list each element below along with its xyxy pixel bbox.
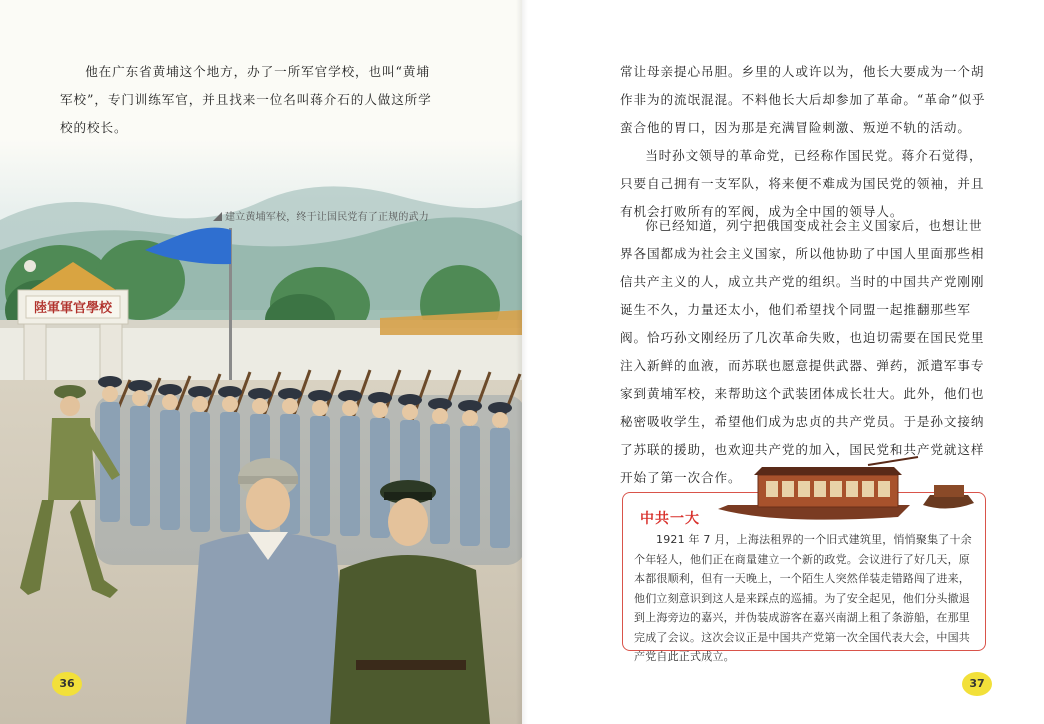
red-boat-illustration bbox=[718, 455, 976, 533]
right-page bbox=[522, 0, 1044, 724]
gate-sign-text: 陸軍軍官學校 bbox=[33, 301, 113, 316]
caption-triangle-icon bbox=[213, 212, 222, 221]
book-gutter-shadow bbox=[516, 0, 528, 724]
right-paragraph-1: 常让母亲提心吊胆。乡里的人或许以为，他长大要成为一个胡作非为的流氓混混。不料他长大后却参加了革命。“革命”似乎蛮合他的胃口，因为那是充满冒险刺激、叛逆不轨的活动。 bbox=[620, 64, 986, 135]
sidebar-text: 1921 年 7 月，上海法租界的一个旧式建筑里，悄悄聚集了十余个年轻人，他们正在商量建立一个新的政党。会议进行了好几天，原本都很顺利，但有一天晚上，一个陌生人突然佯装走错路闯了进来，他们立刻意识到这人是来踩点的巡捕。为了安全起见，他们分头撤退到上海旁边的嘉兴，并伪装成游客在嘉兴南湖上租了条游船，在那里完成了会议。这次会议正是中国共产党第一次全国代表大会，中国共产党自此正式成立。 bbox=[634, 533, 972, 663]
marching-soldiers bbox=[95, 370, 522, 565]
whampoa-academy-illustration bbox=[0, 140, 522, 724]
sidebar-title: 中共一大 bbox=[640, 511, 700, 527]
caption-text: 建立黄埔军校，终于让国民党有了正规的武力 bbox=[225, 212, 429, 223]
illustration-caption bbox=[213, 208, 429, 223]
right-paragraph-3: 你已经知道，列宁把俄国变成社会主义国家后，也想让世界各国都成为社会主义国家，所以他协助了中国人里面那些相信共产主义的人，成立共产党的组织。当时的中国共产党刚刚诞生不久，力量还太小，他们希望找个同盟一起推翻那些军阀。恰巧孙文刚经历了几次革命失败，也迫切需要在国民党里注入新鲜的血液，而苏联也愿意提供武器、弹药，派遣军事专家到黄埔军校，来帮助这个武装团体成长壮大。此外，他们也秘密吸收学生，希望他们成为忠贞的共产党员。于是孙文接纳了苏联的援助，也欢迎共产党的加入，国民党和共产党就这样开始了第一次合作。 bbox=[620, 218, 985, 485]
page-number-right: 37 bbox=[962, 672, 992, 696]
left-paragraph-1: 他在广东省黄埔这个地方，办了一所军官学校，也叫“黄埔军校”，专门训练军官，并且找来一位名叫蒋介石的人做这所学校的校长。 bbox=[60, 64, 432, 135]
right-paragraph-2: 当时孙文领导的革命党，已经称作国民党。蒋介石觉得，只要自己拥有一支军队，将来便不难成为国民党的领袖，并且有机会打败所有的军阀，成为全中国的领导人。 bbox=[620, 148, 985, 219]
page-number-left: 36 bbox=[52, 672, 82, 696]
